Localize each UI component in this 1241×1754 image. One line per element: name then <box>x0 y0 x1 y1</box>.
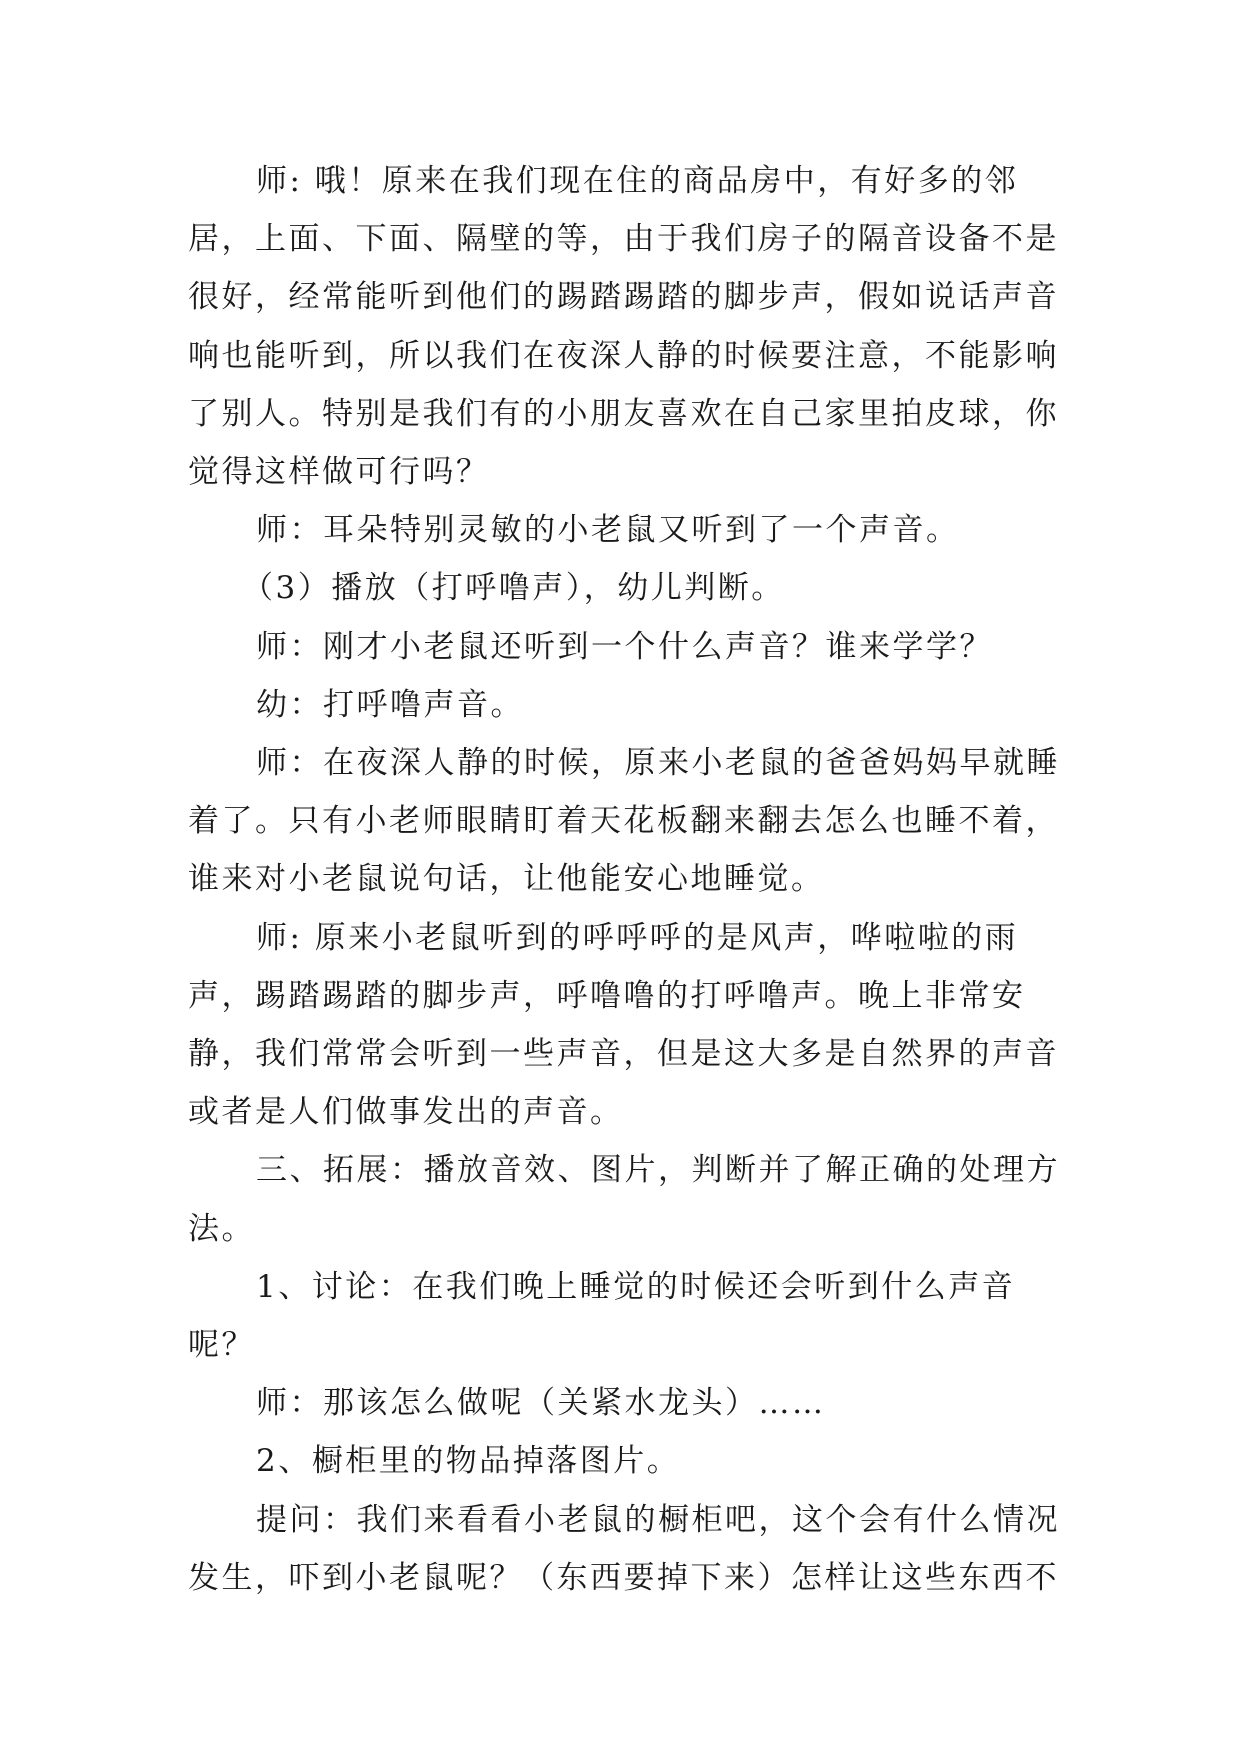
document-body <box>188 152 1060 1607</box>
paragraph-play-snoring: （3）播放（打呼噜声），幼儿判断。 <box>242 570 785 607</box>
paragraph-teacher-question: 师：刚才小老鼠还听到一个什么声音？谁来学学？ <box>256 628 993 665</box>
paragraph-child-answer: 幼：打呼噜声音。 <box>256 686 524 723</box>
paragraph-teacher-summary: 师: 原来小老鼠听到的呼呼呼的是风声，哗啦啦的雨声，踢踏踢踏的脚步声，呼噜噜的打呼噜声。晚上非常安静，我们常常会听到一些声音，但是这大多是自然界的声音或者是人们做事发出的声音。 <box>188 919 1059 1131</box>
paragraph-teacher-neighbors: 师: 哦！原来在我们现在住的商品房中，有好多的邻居，上面、下面、隔壁的等，由于我们房子的隔音设备不是很好，经常能听到他们的踢踏踢踏的脚步声，假如说话声音响也能听到，所以我们在夜深人静的时候要注意，不能影响了别人。特别是我们有的小朋友喜欢在自己家里拍皮球，你觉得这样做可行吗？ <box>188 163 1059 491</box>
paragraph-cabinet-pictures: 2、橱柜里的物品掉落图片。 <box>256 1443 681 1480</box>
paragraph-teacher-another-sound: 师：耳朵特别灵敏的小老鼠又听到了一个声音。 <box>256 512 960 549</box>
paragraph-discussion: 1、讨论：在我们晚上睡觉的时候还会听到什么声音呢？ <box>188 1268 1016 1364</box>
paragraph-teacher-night: 师：在夜深人静的时候，原来小老鼠的爸爸妈妈早就睡着了。只有小老师眼睛盯着天花板翻来翻去怎么也睡不着，谁来对小老鼠说句话，让他能安心地睡觉。 <box>188 745 1060 898</box>
paragraph-extension-heading: 三、拓展：播放音效、图片，判断并了解正确的处理方法。 <box>188 1152 1060 1247</box>
paragraph-teacher-faucet: 师：那该怎么做呢（关紧水龙头）…… <box>256 1385 826 1422</box>
paragraph-question-cabinet: 提问：我们来看看小老鼠的橱柜吧，这个会有什么情况发生，吓到小老鼠呢？（东西要掉下来）怎样让这些东西不 <box>188 1501 1060 1596</box>
